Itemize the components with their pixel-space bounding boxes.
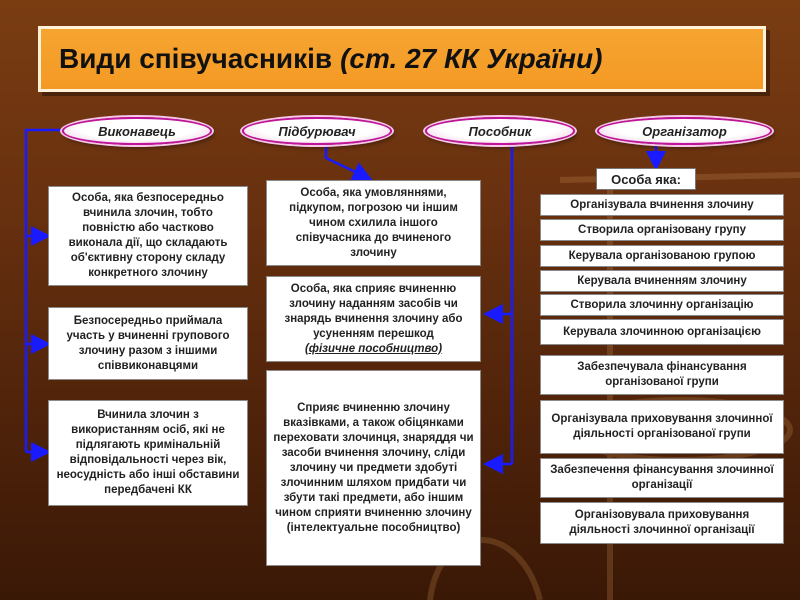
title-main: Види співучасників [59, 43, 333, 74]
accomplice-physical-note: (фізичне пособництво) [304, 342, 443, 355]
role-accomplice: Пособник [425, 117, 575, 145]
accomplice-intellectual: Сприяє вчиненню злочину вказівками, а також обіцянками переховати злочинця, знаряддя чи засоби вчинення злочину, сліди злочину чи предмети здобуті злочинним шляхом придбати чи збути такі предмети, або іншим чином сприяти вчиненню злочину (інтелектуальне пособництво) [266, 370, 481, 566]
title-banner [38, 26, 766, 92]
organizer-item-2: Створила організовану групу [540, 219, 784, 241]
role-organizer: Організатор [597, 117, 772, 145]
executor-item-3: Вчинила злочин з використанням осіб, які не підлягають кримінальній відповідальності через вік, неосудність або інші обставини передбачені КК [48, 400, 248, 506]
organizer-item-5: Створила злочинну організацію [540, 294, 784, 316]
organizer-item-6: Керувала злочинною організацією [540, 319, 784, 345]
accomplice-physical-text: Особа, яка сприяє вчиненню злочину наданням засобів чи знарядь вчинення злочину або усуненням перешкод [284, 282, 463, 340]
instigator-item: Особа, яка умовляннями, підкупом, погрозою чи іншим чином схилила іншого співучасника до вчиненого злочину [266, 180, 481, 266]
organizer-item-1: Організувала вчинення злочину [540, 194, 784, 216]
role-instigator: Підбурювач [242, 117, 392, 145]
accomplice-physical [266, 276, 481, 362]
executor-item-1: Особа, яка безпосередньо вчинила злочин, тобто повністю або частково виконала дії, що складають об'єктивну сторону складу конкретного злочину [48, 186, 248, 286]
organizer-item-8: Організувала приховування злочинної діяльності організованої групи [540, 400, 784, 454]
organizer-item-4: Керувала вчиненням злочину [540, 270, 784, 292]
title-reference: (ст. 27 КК України) [340, 43, 603, 74]
organizer-header: Особа яка: [596, 168, 696, 190]
organizer-item-10: Організовувала приховування діяльності злочинної організації [540, 502, 784, 544]
organizer-item-3: Керувала організованою групою [540, 245, 784, 267]
organizer-item-9: Забезпечення фінансування злочинної організації [540, 458, 784, 498]
executor-item-2: Безпосередньо приймала участь у вчиненні групового злочину разом з іншими співвиконавцями [48, 307, 248, 380]
organizer-item-7: Забезпечувала фінансування організованої групи [540, 355, 784, 395]
role-executor: Виконавець [62, 117, 212, 145]
